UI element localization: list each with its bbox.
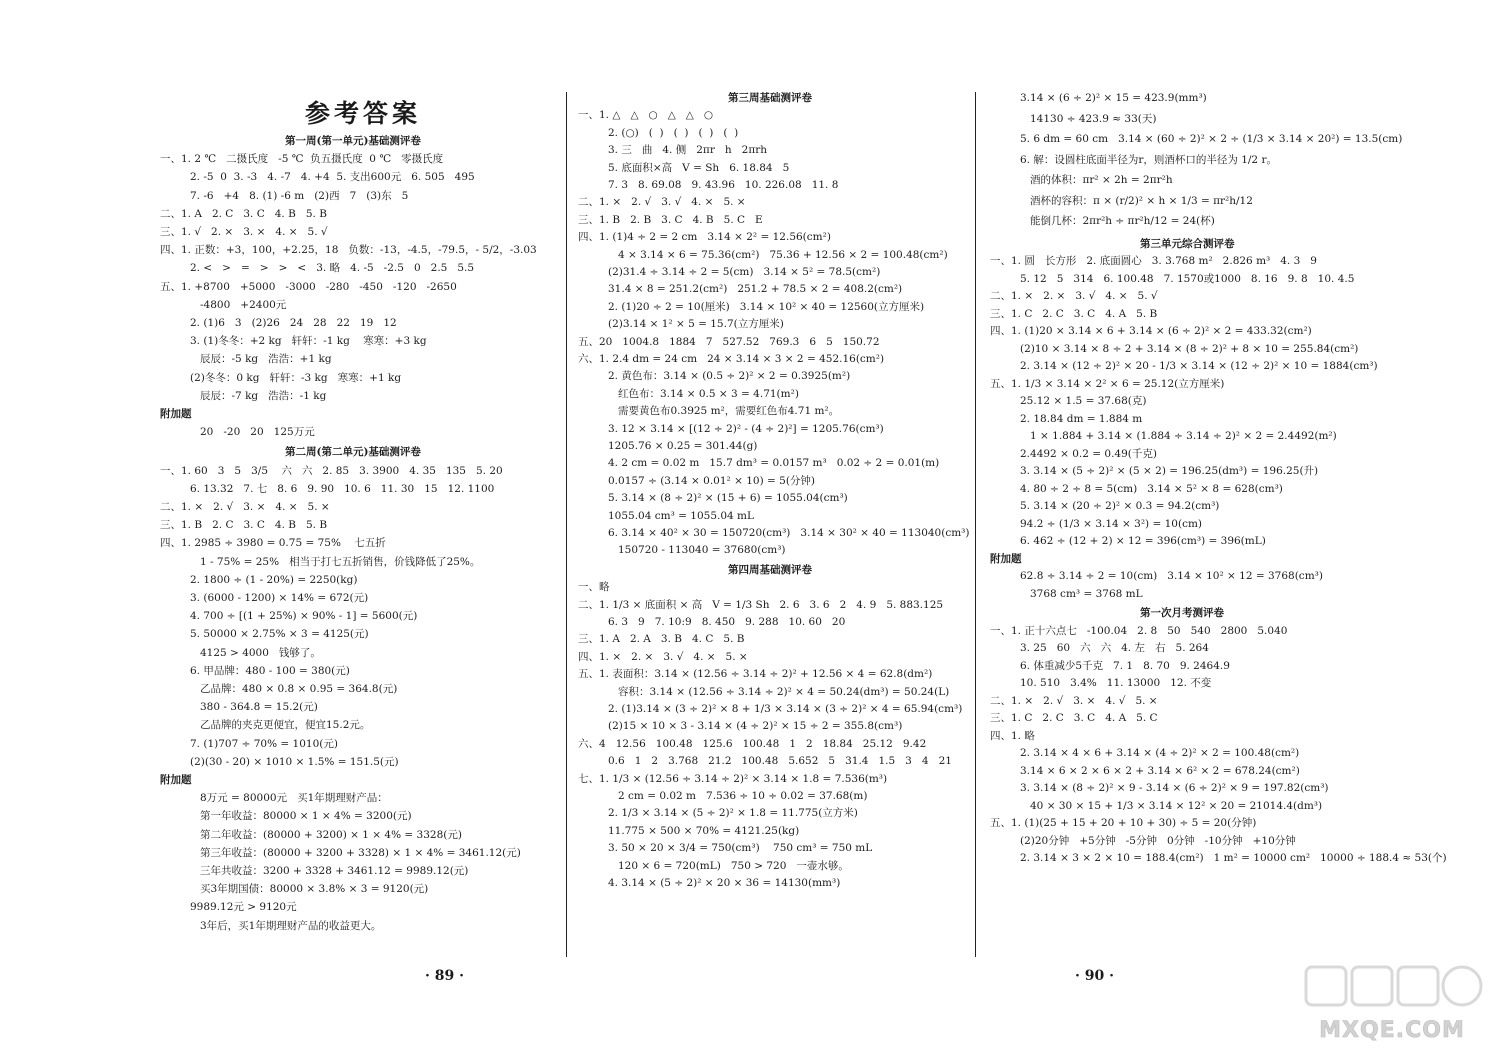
answer-line: 2. (○) ( ) ( ) ( ) ( ) (608, 126, 739, 139)
answer-line: 94.2 ÷ (1/3 × 3.14 × 3²) = 10(cm) (1020, 517, 1203, 530)
answer-line: 三、1. A 2. A 3. B 4. C 5. B (578, 633, 745, 646)
answer-line: 3.14 × 6 × 2 × 6 × 2 + 3.14 × 6² × 2 = 678.24(cm²) (1020, 764, 1300, 777)
answer-line: 买3年期国债：80000 × 3.8% × 3 = 9120(元) (200, 883, 429, 896)
answer-line: 五、1. (1)(25 + 15 + 20 + 10 + 30) ÷ 5 = 20(分钟) (990, 817, 1257, 829)
answer-line: (2)20分钟 +5分钟 -5分钟 0分钟 -10分钟 +10分钟 (1020, 834, 1296, 847)
answer-line: 6. 甲品牌：480 - 100 = 380(元) (190, 664, 350, 677)
answer-line: 乙品牌的夹克更便宜，便宜15.2元。 (200, 719, 371, 732)
answer-line: 4. 3.14 × (5 ÷ 2)² × 20 × 36 = 14130(mm³) (608, 877, 841, 889)
answer-line: 2. -5 0 3. -3 4. -7 4. +4 5. 支出600元 6. 505 495 (190, 171, 475, 184)
column-1 (160, 0, 550, 1049)
answer-line: 3. 12 × 3.14 × [(12 ÷ 2)² - (4 ÷ 2)²] = 1205.76(cm³) (608, 422, 884, 435)
answer-line: 2. 黄色布：3.14 × (0.5 ÷ 2)² × 2 = 0.3925(m²) (608, 370, 851, 383)
answer-line: 150720 - 113040 = 37680(cm³) (618, 544, 786, 557)
answer-line: 9989.12元 > 9120元 (190, 901, 297, 914)
answer-line: 需要黄色布0.3925 m²，需要红色布4.71 m²。 (618, 405, 840, 418)
answer-line: 1 - 75% = 25% 相当于打七五折销售，价钱降低了25%。 (200, 555, 481, 568)
answer-line: 3. 3.14 × (8 ÷ 2)² × 9 - 3.14 × (6 ÷ 2)² × 9 = 197.82(cm³) (1020, 782, 1329, 794)
answer-line: 第三年收益：(80000 + 3200 + 3328) × 1 × 4% = 3461.12(元) (200, 846, 521, 859)
answer-line: 七、1. 1/3 × (12.56 ÷ 3.14 ÷ 2)² × 3.14 × 1.8 = 7.536(m³) (578, 772, 888, 785)
answer-line: 四、1. 略 (990, 729, 1035, 742)
answer-line: 2. 3.14 × (12 ÷ 2)² × 20 - 1/3 × 3.14 × (12 ÷ 2)² × 10 = 1884(cm³) (1020, 360, 1378, 372)
answer-line: 2. 1/3 × 3.14 × (5 ÷ 2)² × 1.8 = 11.775(立方米) (608, 807, 858, 820)
answer-line: 120 × 6 = 720(mL) 750 > 720 一壶水够。 (618, 859, 849, 872)
answer-line: 三、1. B 2. B 3. C 4. B 5. C E (578, 213, 763, 226)
answer-line: 二、1. × 2. × 3. √ 4. × 5. √ (990, 290, 1158, 302)
answer-line: 14130 ÷ 423.9 ≈ 33(天) (1030, 112, 1157, 125)
answer-line: 6. 462 ÷ (12 + 2) × 12 = 396(cm³) = 396(mL) (1020, 535, 1266, 547)
answer-line: 5. 50000 × 2.75% × 3 = 4125(元) (190, 628, 369, 641)
answer-line: 7. 3 8. 69.08 9. 43.96 10. 226.08 11. 8 (608, 179, 839, 191)
answer-line: 六、1. 2.4 dm = 24 cm 24 × 3.14 × 3 × 2 = 452.16(cm²) (578, 353, 885, 365)
bonus-label: 附加题 (160, 408, 192, 420)
column-divider-left (566, 92, 567, 957)
answer-line: 6. 体重减少5千克 7. 1 8. 70 9. 2464.9 (1020, 659, 1230, 672)
answer-line: 能倒几杯：2πr²h ÷ πr²h/12 = 24(杯) (1030, 215, 1215, 227)
answer-line: 380 - 364.8 = 15.2(元) (200, 701, 318, 714)
answer-line: 一、1. 圆 长方形 2. 底面圆心 3. 3.768 m² 2.826 m³ 4. 3 9 (990, 255, 1317, 267)
answer-line: 四、1. 正数：+3，100，+2.25，18 负数：-13，-4.5，-79.5，- 5/2，-3.03 (160, 244, 537, 257)
answer-line: 五、1. +8700 +5000 -3000 -280 -450 -120 -2650 (160, 280, 457, 293)
answer-line: 6. 13.32 7. 七 8. 6 9. 90 10. 6 11. 30 15 12. 1100 (190, 482, 495, 495)
answer-line: 2. 3.14 × 3 × 2 × 10 = 188.4(cm²) 1 m² = 10000 cm² 10000 ÷ 188.4 ≈ 53(个) (1020, 852, 1447, 864)
answer-line: 5. 6 dm = 60 cm 3.14 × (60 ÷ 2)² × 2 ÷ (1/3 × 3.14 × 20²) = 13.5(cm) (1020, 133, 1403, 145)
answer-line: 1055.04 cm³ = 1055.04 mL (608, 509, 754, 522)
answer-line: 第一年收益：80000 × 1 × 4% = 3200(元) (200, 810, 412, 823)
answer-line: 五、20 1004.8 1884 7 527.52 769.3 6 5 150.72 (578, 335, 880, 348)
answer-line: (2)(30 - 20) × 1010 × 1.5% = 151.5(元) (190, 755, 399, 768)
watermark-logo (1298, 963, 1486, 1045)
answer-line: 第二年收益：(80000 + 3200) × 1 × 4% = 3328(元) (200, 828, 462, 841)
answer-line: (2)10 × 3.14 × 8 ÷ 2 + 3.14 × (8 ÷ 2)² + 8 × 10 = 255.84(cm²) (1020, 342, 1359, 355)
answer-line: 3. 25 60 六 六 4. 左 右 5. 264 (1020, 642, 1209, 654)
answer-line: 三、1. C 2. C 3. C 4. A 5. B (990, 307, 1158, 320)
answer-line: 酒的体积：πr² × 2h = 2πr²h (1030, 174, 1173, 186)
answer-line: 3年后，买1年期理财产品的收益更大。 (200, 919, 382, 932)
answer-line: 40 × 30 × 15 + 1/3 × 3.14 × 12² × 20 = 21014.4(dm³) (1030, 799, 1323, 812)
answer-line: 五、1. 1/3 × 3.14 × 2² × 6 = 25.12(立方厘米) (990, 377, 1225, 390)
answer-line: 五、1. 表面积：3.14 × (12.56 ÷ 3.14 ÷ 2)² + 12.56 × 4 = 62.8(dm²) (578, 668, 933, 681)
answer-line: 3. 三 曲 4. 侧 2πr h 2πrh (608, 144, 768, 157)
answer-line: 4125 > 4000 钱够了。 (200, 646, 321, 659)
answer-line: 4. 700 ÷ [(1 + 25%) × 90% - 1] = 5600(元) (190, 610, 418, 623)
answer-line: 二、1. × 2. √ 3. × 4. × 5. × (160, 501, 330, 513)
answer-line: 一、1. △ △ ○ △ △ ○ (578, 109, 714, 122)
watermark-text: MXQE.COM (1319, 1018, 1465, 1043)
answer-line: 6. 3.14 × 40² × 30 = 150720(cm³) 3.14 × 30² × 40 = 113040(cm³) (608, 527, 970, 539)
answer-line: 辰辰：-5 kg 浩浩：+1 kg (200, 353, 332, 366)
answer-line: 一、略 (578, 581, 610, 594)
section-header: 第四周基础测评卷 (728, 563, 812, 576)
answer-line: 2. (1)3.14 × (3 ÷ 2)² × 8 + 1/3 × 3.14 × (3 ÷ 2)² × 4 = 65.94(cm³) (608, 703, 963, 715)
section-header: 第一周(第一单元)基础测评卷 (285, 135, 421, 147)
answer-line: 4. 2 cm = 0.02 m 15.7 dm³ = 0.0157 m³ 0.02 ÷ 2 = 0.01(m) (608, 457, 940, 470)
answer-line: 0.6 1 2 3.768 21.2 100.48 5.652 5 31.4 1.5 3 4 21 (608, 755, 952, 768)
answer-line: 二、1. × 2. √ 3. √ 4. × 5. × (578, 196, 746, 209)
answer-line: 5. 3.14 × (20 ÷ 2)² × 0.3 = 94.2(cm³) (1020, 500, 1220, 512)
answer-line: 2 cm = 0.02 m 7.536 ÷ 10 ÷ 0.02 = 37.68(m) (618, 790, 868, 802)
bonus-label: 附加题 (990, 552, 1022, 565)
answer-line: 2. 18.84 dm = 1.884 m (1020, 412, 1143, 425)
answer-line: 0.0157 ÷ (3.14 × 0.01² × 10) = 5(分钟) (608, 474, 816, 487)
answer-line: (2)15 × 10 × 3 - 3.14 × (4 ÷ 2)² × 15 ÷ 2 = 355.8(cm³) (608, 720, 903, 733)
answer-line: 3.14 × (6 ÷ 2)² × 15 = 423.9(mm³) (1020, 92, 1207, 104)
answer-line: 容积：3.14 × (12.56 ÷ 3.14 ÷ 2)² × 4 = 50.24(dm³) = 50.24(L) (618, 685, 950, 698)
answer-line: 1205.76 × 0.25 = 301.44(g) (608, 440, 758, 452)
section-header: 第三单元综合测评卷 (1140, 237, 1235, 250)
page-title: 参考答案 (305, 99, 422, 128)
answer-line: 20 -20 20 125万元 (200, 426, 315, 439)
answer-line: (2)3.14 × 1² × 5 = 15.7(立方厘米) (608, 318, 784, 331)
section-header: 第一次月考测评卷 (1140, 607, 1224, 619)
answer-line: 二、1. A 2. C 3. C 4. B 5. B (160, 207, 327, 220)
answer-line: 31.4 × 8 = 251.2(cm²) 251.2 + 78.5 × 2 = 408.2(cm²) (608, 283, 903, 296)
column-2 (578, 0, 970, 1049)
answer-line: 25.12 × 1.5 = 37.68(克) (1020, 395, 1147, 407)
answer-line: 三年共收益：3200 + 3328 + 3461.12 = 9989.12(元) (200, 865, 469, 877)
answer-line: 四、1. × 2. × 3. √ 4. × 5. × (578, 650, 748, 663)
answer-line: 四、1. (1)20 × 3.14 × 6 + 3.14 × (6 ÷ 2)² × 2 = 433.32(cm²) (990, 325, 1312, 337)
answer-line: (2)冬冬：0 kg 轩轩：-3 kg 寒寒：+1 kg (190, 371, 402, 384)
answer-line: 11.775 × 500 × 70% = 4121.25(kg) (608, 824, 800, 837)
answer-line: 3. 3.14 × (5 ÷ 2)² × (5 × 2) = 196.25(dm³) = 196.25(升) (1020, 465, 1319, 477)
answer-line: 7. (1)707 ÷ 70% = 1010(元) (190, 737, 338, 750)
section-header: 第二周(第二单元)基础测评卷 (285, 446, 421, 459)
answer-line: 8万元 = 80000元 买1年期理财产品： (200, 792, 388, 805)
answer-line: 三、1. B 2. C 3. C 4. B 5. B (160, 519, 328, 532)
answer-line: 酒杯的容积：π × (r/2)² × h × 1/3 = πr²h/12 (1030, 194, 1253, 207)
answer-line: 四、1. 2985 ÷ 3980 = 0.75 = 75% 七五折 (160, 537, 386, 550)
answer-line: 4 × 3.14 × 6 = 75.36(cm²) 75.36 + 12.56 × 2 = 100.48(cm²) (618, 248, 948, 261)
answer-line: 6. 3 9 7. 10:9 8. 450 9. 288 10. 60 20 (608, 616, 846, 628)
answer-line: 10. 510 3.4% 11. 13000 12. 不变 (1020, 677, 1212, 689)
answer-line: (2)31.4 ÷ 3.14 ÷ 2 = 5(cm) 3.14 × 5² = 78.5(cm²) (608, 266, 881, 278)
answer-line: 2. 3.14 × 4 × 6 + 3.14 × (4 ÷ 2)² × 2 = 100.48(cm²) (1020, 747, 1300, 759)
answer-line: 二、1. 1/3 × 底面积 × 高 V = 1/3 Sh 2. 6 3. 6 2 4. 9 5. 883.125 (578, 598, 944, 611)
page-number-right: · 90 · (1075, 968, 1114, 984)
answer-line: 3. 50 × 20 × 3/4 = 750(cm³) 750 cm³ = 750 mL (608, 842, 873, 855)
answer-line: 6. 解：设圆柱底面半径为r，则酒杯口的半径为 1/2 r。 (1020, 153, 1277, 166)
answer-line: 3768 cm³ = 3768 mL (1030, 587, 1143, 600)
bonus-label: 附加题 (160, 774, 192, 786)
answer-line: 四、1. (1)4 ÷ 2 = 2 cm 3.14 × 2² = 12.56(cm²) (578, 231, 831, 244)
answer-line: 三、1. √ 2. × 3. × 4. × 5. √ (160, 226, 328, 238)
answer-line: 4. 80 ÷ 2 ÷ 8 = 5(cm) 3.14 × 5² × 8 = 628(cm³) (1020, 482, 1283, 495)
answer-line: 5. 底面积×高 V = Sh 6. 18.84 5 (608, 161, 790, 174)
answer-line: 二、1. × 2. √ 3. × 4. √ 5. × (990, 694, 1158, 707)
answer-line: 红色布：3.14 × 0.5 × 3 = 4.71(m²) (618, 387, 799, 400)
answer-line: 一、1. 2 ℃ 二摄氏度 -5 ℃ 负五摄氏度 0 ℃ 零摄氏度 (160, 153, 444, 166)
answer-line: 3. (1)冬冬：+2 kg 轩轩：-1 kg 寒寒：+3 kg (190, 335, 427, 348)
answer-line: 辰辰：-7 kg 浩浩：-1 kg (200, 389, 327, 402)
answer-line: 3. (6000 - 1200) × 14% = 672(元) (190, 592, 369, 604)
section-header: 第三周基础测评卷 (728, 92, 812, 104)
answer-line: 三、1. C 2. C 3. C 4. A 5. C (990, 712, 1158, 724)
column-divider-right (975, 92, 976, 957)
answer-line: 2. (1)20 ÷ 2 = 10(厘米) 3.14 × 10² × 40 = 12560(立方厘米) (608, 300, 925, 313)
answer-line: 1 × 1.884 + 3.14 × (1.884 ÷ 3.14 ÷ 2)² × 2 = 2.4492(m²) (1030, 430, 1337, 442)
answer-line: 六、4 12.56 100.48 125.6 100.48 1 2 18.84 25.12 9.42 (578, 737, 927, 750)
answer-line: -4800 +2400元 (200, 298, 287, 311)
answer-line: 乙品牌：480 × 0.8 × 0.95 = 364.8(元) (200, 683, 398, 695)
answer-line: 5. 3.14 × (8 ÷ 2)² × (15 + 6) = 1055.04(cm³) (608, 492, 848, 505)
answer-line: 2. 1800 ÷ (1 - 20%) = 2250(kg) (190, 573, 358, 586)
answer-line: 2. (1)6 3 (2)26 24 28 22 19 12 (190, 317, 397, 329)
answer-line: 一、1. 正十六点七 -100.04 2. 8 50 540 2800 5.040 (990, 624, 1288, 637)
page-number-left: · 89 · (425, 968, 464, 984)
answer-line: 62.8 ÷ 3.14 ÷ 2 = 10(cm) 3.14 × 10² × 12 = 3768(cm³) (1020, 570, 1323, 582)
answer-line: 一、1. 60 3 5 3/5 六 六 2. 85 3. 3900 4. 35 135 5. 20 (160, 464, 503, 477)
answer-line: 2.4492 × 0.2 = 0.49(千克) (1020, 447, 1157, 460)
answer-line: 2. < > = > > < 3. 略 4. -5 -2.5 0 2.5 5.5 (190, 262, 475, 275)
answer-line: 5. 12 5 314 6. 100.48 7. 1570或1000 8. 16 9. 8 10. 4.5 (1020, 272, 1355, 285)
answer-line: 7. -6 +4 8. (1) -6 m (2)西 7 (3)东 5 (190, 189, 409, 202)
